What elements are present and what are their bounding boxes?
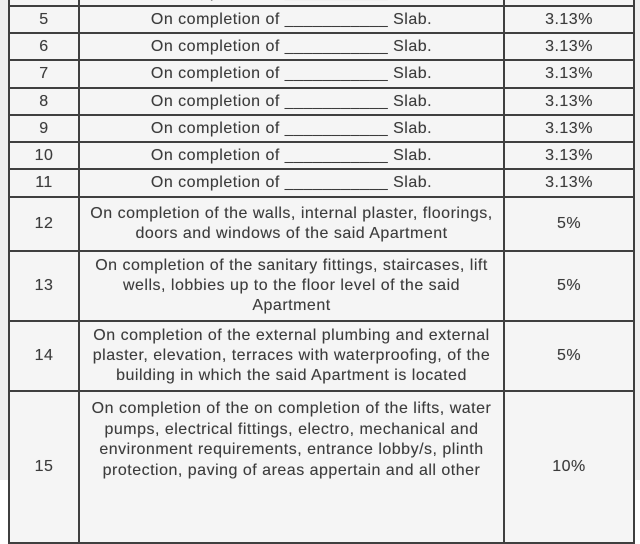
percent-cell bbox=[503, 322, 633, 390]
table-row bbox=[10, 143, 633, 170]
description-cell bbox=[80, 322, 503, 390]
sr-no-cell bbox=[10, 198, 80, 250]
percent-cell bbox=[503, 89, 633, 114]
description-text: On completion of ___________ Slab. bbox=[150, 174, 433, 191]
description-cell bbox=[80, 198, 503, 250]
table-row bbox=[10, 252, 633, 322]
table-row bbox=[10, 7, 633, 34]
sr-no-value: 10 bbox=[34, 146, 54, 164]
description-text: On completion of the walls, internal plaster, floorings, doors and windows of the said Apartment bbox=[90, 205, 493, 242]
description-cell bbox=[80, 143, 503, 168]
description-text: On completion of ___________ Slab. bbox=[150, 10, 433, 28]
sr-no-value: 14 bbox=[34, 347, 54, 364]
percent-cell bbox=[503, 252, 633, 320]
percent-cell bbox=[503, 7, 633, 32]
description-cell bbox=[80, 116, 503, 141]
description-text: On completion of the external plumbing and external plaster, elevation, terraces with waterproofing, of the building in which the said Apartment is located bbox=[92, 327, 491, 384]
percent-value: 10% bbox=[552, 458, 586, 475]
description-cell bbox=[80, 252, 503, 320]
percent-value: 3.13% bbox=[545, 119, 593, 137]
description-cell bbox=[80, 170, 503, 196]
sr-no-value: 12 bbox=[34, 215, 54, 232]
description-text: On completion of the on completion of the lifts, water pumps, electrical fittings, electro, mechanical and environment requirements, entrance lobby/s, plinth protection, paving of areas appertain and all other bbox=[91, 400, 492, 479]
description-cell bbox=[80, 392, 503, 542]
table-row bbox=[10, 322, 633, 392]
percent-cell bbox=[503, 392, 633, 542]
percent-value: 3.13% bbox=[545, 146, 593, 164]
sr-no-cell bbox=[10, 143, 80, 168]
table-row bbox=[10, 34, 633, 61]
description-cell bbox=[80, 7, 503, 32]
description-text bbox=[151, 0, 432, 3]
description-text: On completion of ___________ Slab. bbox=[150, 119, 433, 137]
sr-no-value: 9 bbox=[39, 119, 49, 137]
table-row bbox=[10, 116, 633, 143]
description-cell bbox=[80, 61, 503, 87]
percent-value: 5% bbox=[556, 347, 582, 364]
sr-no-cell bbox=[10, 252, 80, 320]
sr-no-cell bbox=[10, 89, 80, 114]
description-cell bbox=[80, 34, 503, 59]
payment-schedule-table bbox=[8, 0, 635, 544]
percent-value: 5% bbox=[556, 215, 582, 232]
percent-value: 3.13% bbox=[545, 92, 593, 110]
table-row bbox=[10, 170, 633, 198]
description-text: On completion of ___________ Slab. bbox=[150, 146, 433, 164]
percent-value: 3.13% bbox=[545, 174, 593, 191]
percent-cell bbox=[503, 34, 633, 59]
percent-cell bbox=[503, 61, 633, 87]
sr-no-value: 5 bbox=[39, 10, 49, 28]
sr-no-cell bbox=[10, 7, 80, 32]
table-row-partial-bottom bbox=[10, 392, 633, 544]
sr-no-cell bbox=[10, 0, 80, 5]
percent-value: 3.13% bbox=[545, 10, 593, 28]
table-row bbox=[10, 89, 633, 116]
sr-no-cell bbox=[10, 61, 80, 87]
description-cell bbox=[80, 89, 503, 114]
percent-cell bbox=[503, 143, 633, 168]
sr-no-value: 8 bbox=[39, 92, 49, 110]
description-text: On completion of the sanitary fittings, staircases, lift wells, lobbies up to the floor level of the said Apartment bbox=[95, 257, 488, 314]
table-row bbox=[10, 61, 633, 89]
percent-cell bbox=[503, 0, 633, 5]
sr-no-cell bbox=[10, 322, 80, 390]
sr-no-value: 6 bbox=[39, 37, 49, 55]
sr-no-value: 7 bbox=[39, 65, 49, 82]
percent-cell bbox=[503, 170, 633, 196]
sr-no-cell bbox=[10, 392, 80, 542]
percent-cell bbox=[503, 198, 633, 250]
sr-no-value: 11 bbox=[35, 174, 53, 191]
sr-no-cell bbox=[10, 116, 80, 141]
percent-value: 3.13% bbox=[545, 65, 593, 82]
sr-no-value: 15 bbox=[34, 458, 54, 475]
sr-no-cell bbox=[10, 34, 80, 59]
sr-no-cell bbox=[10, 170, 80, 196]
table-row bbox=[10, 198, 633, 252]
description-text: On completion of ___________ Slab. bbox=[150, 37, 433, 55]
percent-value: 5% bbox=[556, 277, 582, 294]
percent-cell bbox=[503, 116, 633, 141]
table-row-partial-top bbox=[10, 0, 633, 7]
description-cell bbox=[80, 0, 503, 5]
description-text: On completion of ___________ Slab. bbox=[150, 92, 433, 110]
percent-value: 3.13% bbox=[545, 37, 593, 55]
description-text: On completion of ___________ Slab. bbox=[150, 65, 433, 82]
sr-no-value: 13 bbox=[34, 277, 54, 294]
